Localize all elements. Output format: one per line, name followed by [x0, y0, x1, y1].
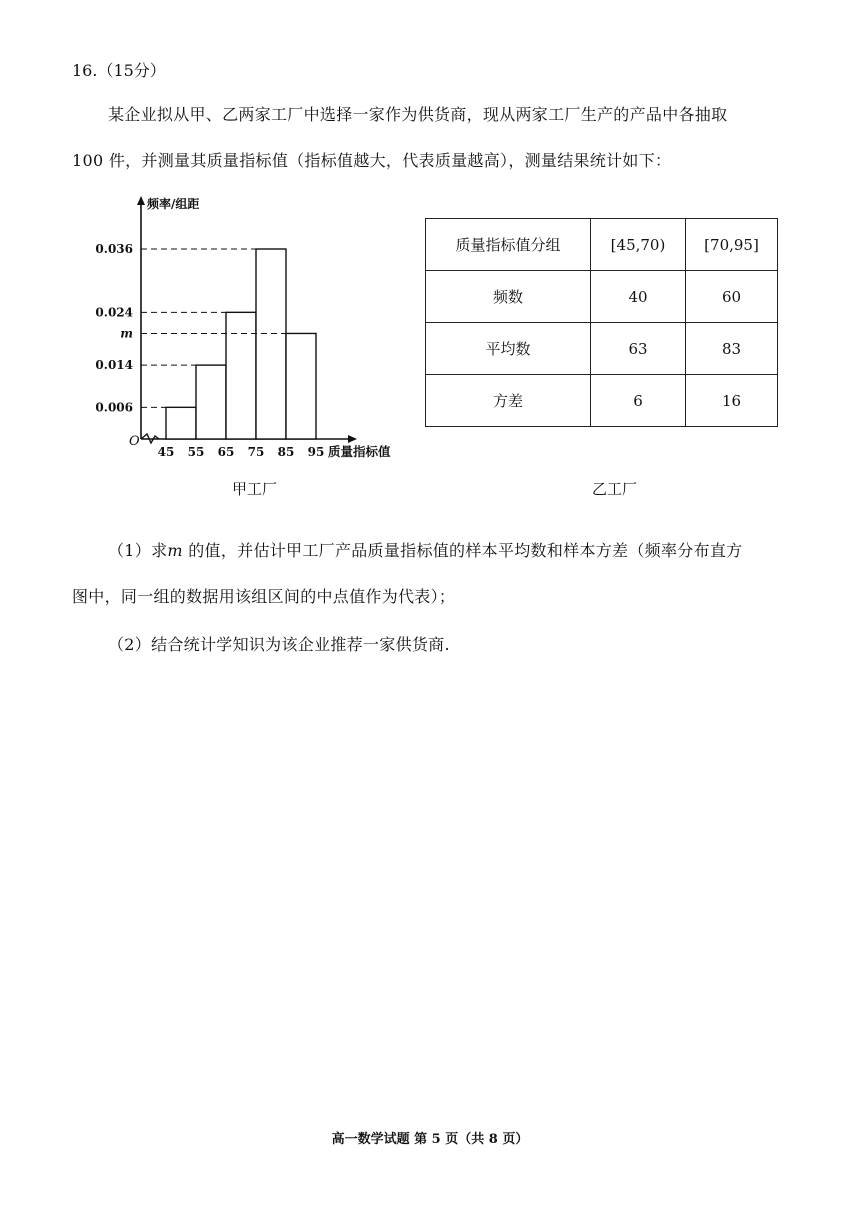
histogram-bar — [166, 407, 196, 439]
y-axis-label: 频率/组距 — [147, 197, 200, 211]
histogram-caption: 甲工厂 — [232, 480, 278, 498]
y-tick-label: 0.006 — [95, 400, 133, 415]
x-tick-label: 45 — [157, 445, 175, 459]
table-cell: 6 — [591, 375, 686, 427]
x-axis-arrow — [348, 435, 357, 443]
x-tick-label: 85 — [277, 445, 295, 459]
table-cell: 16 — [686, 375, 778, 427]
x-tick-label: 65 — [217, 445, 235, 459]
table-cell: 40 — [591, 271, 686, 323]
table-header-cell: [70,95] — [686, 219, 778, 271]
x-tick-label: 75 — [247, 445, 265, 459]
histogram-bar — [196, 365, 226, 439]
question-part-2: （2）结合统计学知识为该企业推荐一家供货商. — [108, 635, 450, 654]
question-number: 16.（15分） — [72, 61, 166, 80]
table-cell: 63 — [591, 323, 686, 375]
variable-m: m — [167, 541, 183, 560]
origin-label: O — [129, 434, 140, 449]
table-header-row — [426, 219, 778, 271]
question-part-1-line-2: 图中，同一组的数据用该组区间的中点值作为代表）； — [72, 587, 456, 606]
part-1-prefix: （1）求 — [108, 541, 168, 560]
y-tick-label: 0.036 — [95, 242, 133, 256]
table-header-cell: 质量指标值分组 — [426, 219, 591, 271]
x-tick-label: 55 — [187, 445, 205, 459]
histogram-bar — [226, 312, 256, 439]
question-stem-line-1: 某企业拟从甲、乙两家工厂中选择一家作为供货商，现从两家工厂生产的产品中各抽取 — [108, 105, 728, 124]
y-tick-label: m — [120, 326, 133, 341]
table-caption: 乙工厂 — [592, 480, 638, 498]
y-axis-arrow — [137, 196, 145, 205]
table-cell: 方差 — [426, 375, 591, 427]
histogram-bar — [256, 249, 286, 439]
table-cell: 83 — [686, 323, 778, 375]
frequency-histogram — [95, 190, 415, 470]
table-row — [426, 271, 778, 323]
question-part-1 — [108, 538, 742, 561]
table-row — [426, 323, 778, 375]
y-tick-label: 0.014 — [95, 358, 133, 373]
x-tick-label: 95 — [307, 445, 325, 459]
part-1-text: 的值，并估计甲工厂产品质量指标值的样本平均数和样本方差（频率分布直方 — [182, 541, 743, 560]
page-footer: 高一数学试题 第 5 页（共 8 页） — [331, 1132, 529, 1147]
table-cell: 平均数 — [426, 323, 591, 375]
table-header-cell: [45,70) — [591, 219, 686, 271]
x-axis-label: 质量指标值 — [328, 444, 391, 459]
table-cell: 60 — [686, 271, 778, 323]
table-cell: 频数 — [426, 271, 591, 323]
table-row — [426, 375, 778, 427]
y-tick-label: 0.024 — [95, 305, 133, 320]
histogram-bar — [286, 333, 316, 439]
question-stem-line-2: 100 件，并测量其质量指标值（指标值越大，代表质量越高），测量结果统计如下： — [72, 151, 672, 170]
factory-b-table — [425, 218, 778, 427]
